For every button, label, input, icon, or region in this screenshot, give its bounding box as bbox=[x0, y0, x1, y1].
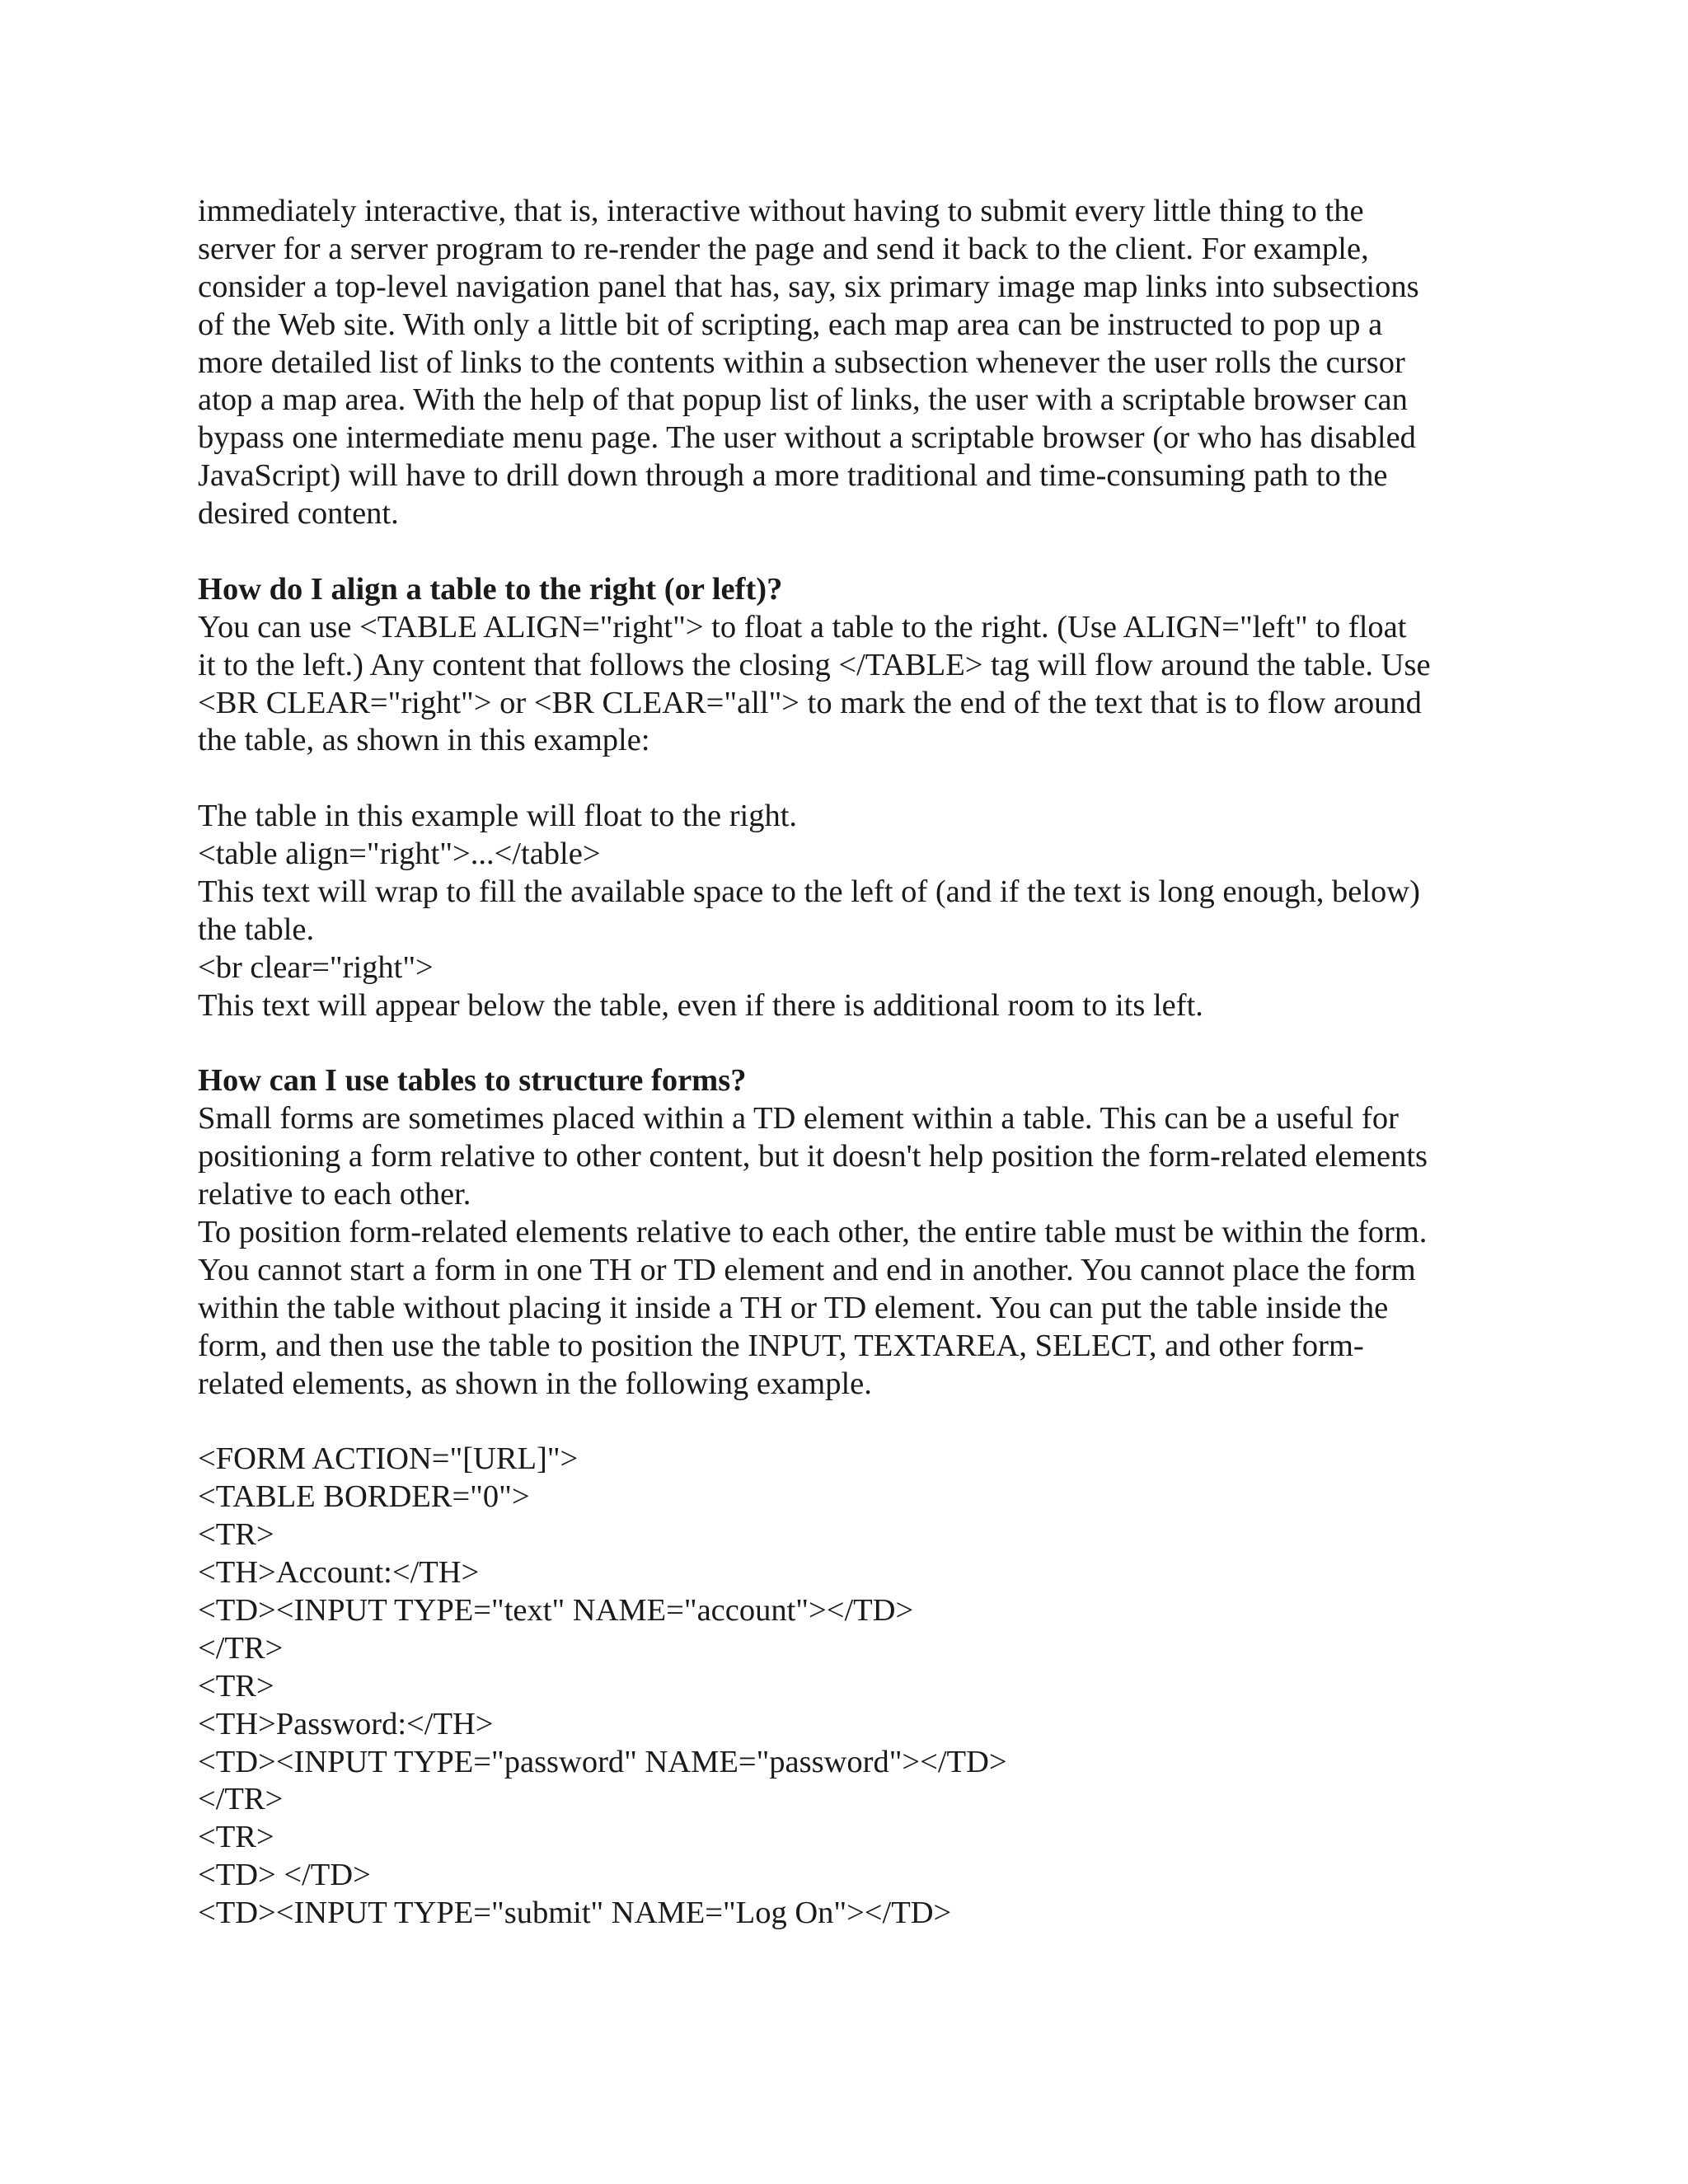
code-line: </TR> bbox=[198, 1782, 284, 1817]
example-line: This text will wrap to fill the available space to the left of (and if the text is long enough, below) bbox=[198, 874, 1420, 910]
code-line: <FORM ACTION="[URL]"> bbox=[198, 1441, 579, 1477]
code-line: <TH>Account:</TH> bbox=[198, 1555, 480, 1591]
text-line: server for a server program to re-render the page and send it back to the client. For example, bbox=[198, 231, 1369, 266]
code-line: <TR> bbox=[198, 1668, 274, 1704]
paragraph-spacer bbox=[198, 1404, 1533, 1441]
text-line: bypass one intermediate menu page. The user without a scriptable browser (or who has disabled bbox=[198, 420, 1416, 456]
code-line: <TD><INPUT TYPE="password" NAME="password"></TD> bbox=[198, 1744, 1007, 1779]
code-line: <TD><INPUT TYPE="text" NAME="account"></TD> bbox=[198, 1592, 914, 1628]
paragraph-spacer bbox=[198, 760, 1533, 798]
document-page bbox=[198, 193, 1533, 1933]
example-line: This text will appear below the table, even if there is additional room to its left. bbox=[198, 987, 1203, 1023]
section-paragraph bbox=[198, 1100, 1533, 1403]
section-heading: How can I use tables to structure forms? bbox=[198, 1063, 747, 1099]
intro-paragraph bbox=[198, 193, 1533, 533]
example-block bbox=[198, 798, 1533, 1024]
section-paragraph bbox=[198, 609, 1533, 761]
text-line: desired content. bbox=[198, 496, 399, 532]
example-line: <table align="right">...</table> bbox=[198, 837, 601, 872]
text-line: Small forms are sometimes placed within a TD element within a table. This can be a useful for bbox=[198, 1101, 1399, 1137]
text-line: within the table without placing it inside a TH or TD element. You can put the table inside the bbox=[198, 1290, 1389, 1325]
text-line: atop a map area. With the help of that popup list of links, the user with a scriptable browser can bbox=[198, 382, 1408, 418]
text-line: JavaScript) will have to drill down through a more traditional and time-consuming path to the bbox=[198, 458, 1388, 494]
section-forms bbox=[198, 1062, 1533, 1932]
text-line: more detailed list of links to the contents within a subsection whenever the user rolls the cursor bbox=[198, 344, 1405, 380]
text-line: form, and then use the table to position the INPUT, TEXTAREA, SELECT, and other form- bbox=[198, 1328, 1364, 1363]
text-line: of the Web site. With only a little bit of scripting, each map area can be instructed to pop up a bbox=[198, 307, 1383, 342]
paragraph-spacer bbox=[198, 533, 1533, 571]
text-line: You cannot start a form in one TH or TD element and end in another. You cannot place the form bbox=[198, 1252, 1416, 1287]
example-line: The table in this example will float to the right. bbox=[198, 799, 798, 834]
code-line: <TR> bbox=[198, 1517, 274, 1553]
text-line: it to the left.) Any content that follows the closing </TABLE> tag will flow around the table. Use bbox=[198, 647, 1431, 682]
text-line: To position form-related elements relative to each other, the entire table must be within the form. bbox=[198, 1215, 1428, 1250]
text-line: the table, as shown in this example: bbox=[198, 723, 650, 758]
code-line: <TD> </TD> bbox=[198, 1858, 371, 1893]
code-line: <TR> bbox=[198, 1820, 274, 1855]
section-heading: How do I align a table to the right (or left)? bbox=[198, 571, 783, 607]
section-align-table bbox=[198, 571, 1533, 1025]
text-line: positioning a form relative to other content, but it doesn't help position the form-related elements bbox=[198, 1139, 1428, 1174]
paragraph-spacer bbox=[198, 1025, 1533, 1063]
code-line: </TR> bbox=[198, 1630, 284, 1666]
text-line: related elements, as shown in the following example. bbox=[198, 1366, 872, 1401]
code-line: <TABLE BORDER="0"> bbox=[198, 1479, 530, 1515]
code-line: <TH>Password:</TH> bbox=[198, 1706, 494, 1741]
text-line: You can use <TABLE ALIGN="right"> to float a table to the right. (Use ALIGN="left" to float bbox=[198, 609, 1407, 644]
code-example bbox=[198, 1441, 1533, 1933]
text-line: immediately interactive, that is, interactive without having to submit every little thing to the bbox=[198, 194, 1364, 228]
text-line: relative to each other. bbox=[198, 1177, 471, 1212]
text-line: consider a top-level navigation panel that has, say, six primary image map links into subsections bbox=[198, 269, 1419, 304]
example-line: the table. bbox=[198, 912, 315, 947]
text-line: <BR CLEAR="right"> or <BR CLEAR="all"> to mark the end of the text that is to flow around bbox=[198, 685, 1422, 720]
code-line: <TD><INPUT TYPE="submit" NAME="Log On"></TD> bbox=[198, 1896, 952, 1931]
example-line: <br clear="right"> bbox=[198, 949, 434, 985]
